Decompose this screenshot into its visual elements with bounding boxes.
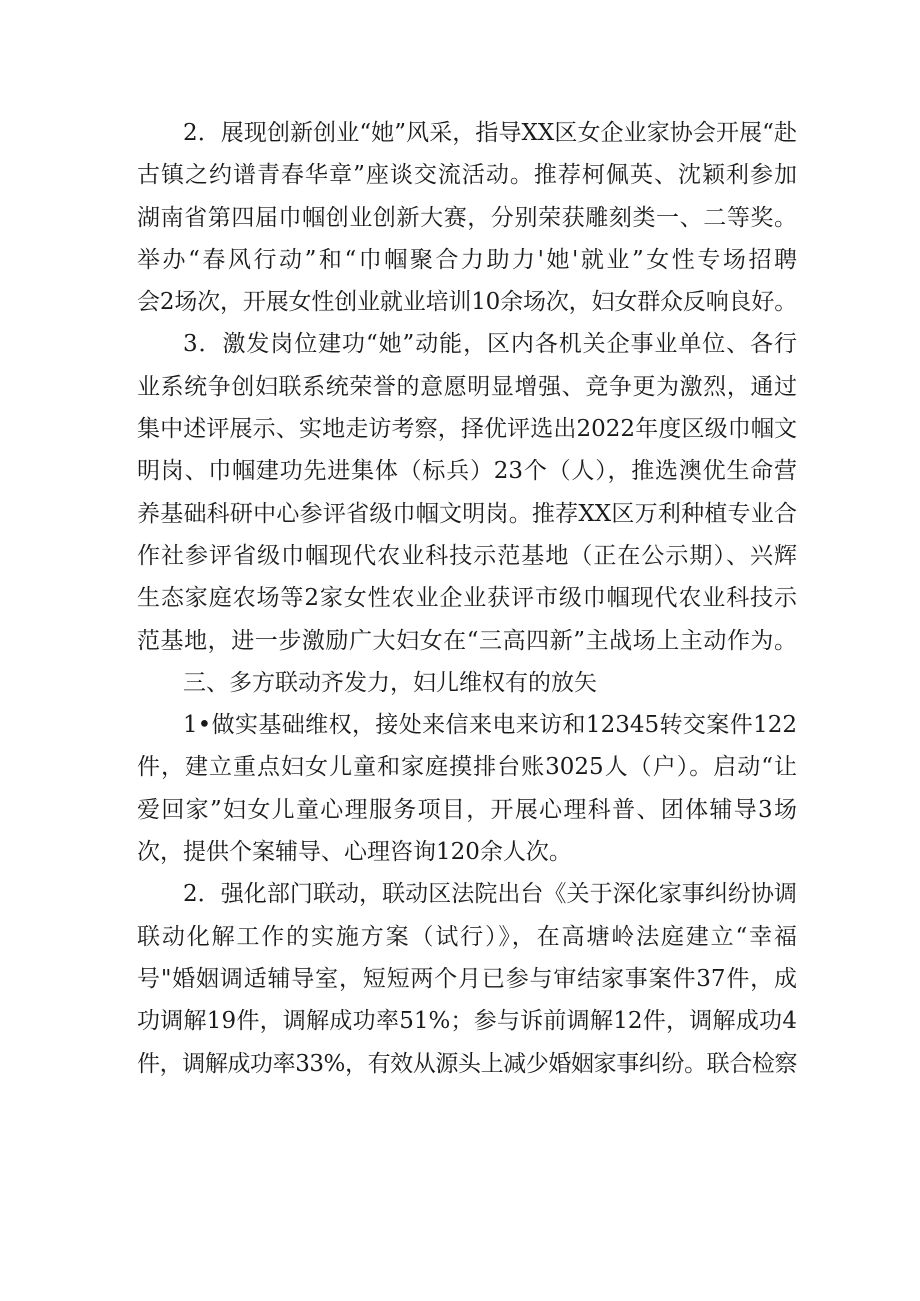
- text-line: 2．强化部门联动，联动区法院出台《关于深化家事纠纷协调: [183, 881, 797, 908]
- text-line: 作社参评省级巾帼现代农业科技示范基地（正在公示期）、兴辉: [137, 542, 797, 569]
- text-line: 件，建立重点妇女儿童和家庭摸排台账3025人（户）。启动“让: [137, 754, 797, 781]
- text-line: 1•做实基础维权，接处来信来电来访和12345转交案件122: [183, 712, 797, 739]
- text-line: 爱回家”妇女儿童心理服务项目，开展心理科普、团体辅导3场: [137, 796, 797, 823]
- text-line: 会2场次，开展女性创业就业培训10余场次，妇女群众反响良好。: [137, 289, 797, 316]
- text-line: 功调解19件，调解成功率51%；参与诉前调解12件，调解成功4: [137, 1008, 797, 1035]
- text-line: 2．展现创新创业“她”风采，指导XX区女企业家协会开展“赴: [183, 120, 797, 146]
- text-line: 举办“春风行动”和“巾帼聚合力助力'她'就业”女性专场招聘: [137, 246, 797, 273]
- text-line: 联动化解工作的实施方案（试行）》，在高塘岭法庭建立“幸福: [137, 923, 797, 950]
- text-line: 件，调解成功率33%，有效从源头上减少婚姻家事纠纷。联合检察: [137, 1050, 797, 1077]
- text-line: 湖南省第四届巾帼创业创新大赛，分别荣获雕刻类一、二等奖。: [137, 204, 797, 231]
- text-line: 范基地，进一步激励广大妇女在“三高四新”主战场上主动作为。: [137, 627, 797, 654]
- text-line: 集中述评展示、实地走访考察，择优评选出2022年度区级巾帼文: [137, 416, 797, 443]
- text-line: 生态家庭农场等2家女性农业企业获评市级巾帼现代农业科技示: [137, 585, 797, 612]
- document-body: [137, 112, 797, 1085]
- text-line: 业系统争创妇联系统荣誉的意愿明显增强、竞争更为激烈，通过: [137, 373, 797, 400]
- text-line: 明岗、巾帼建功先进集体（标兵）23个（人），推选澳优生命营: [137, 458, 797, 485]
- text-line: 三、多方联动齐发力，妇儿维权有的放矢: [183, 669, 597, 696]
- text-line: 古镇之约谱青春华章”座谈交流活动。推荐柯佩英、沈颖利参加: [137, 162, 797, 189]
- text-line: 次，提供个案辅导、心理咨询120余人次。: [137, 839, 572, 866]
- text-line: 号"婚姻调适辅导室，短短两个月已参与审结家事案件37件，成: [137, 965, 797, 992]
- text-line: 养基础科研中心参评省级巾帼文明岗。推荐XX区万利种植专业合: [137, 500, 797, 527]
- text-line: 3．激发岗位建功“她”动能，区内各机关企事业单位、各行: [183, 331, 797, 358]
